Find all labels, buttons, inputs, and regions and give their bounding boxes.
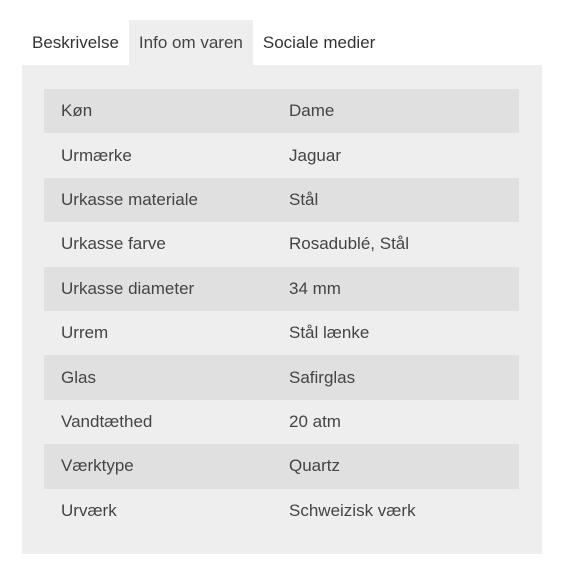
spec-label: Glas bbox=[61, 367, 96, 387]
tab-beskrivelse[interactable]: Beskrivelse bbox=[32, 33, 119, 52]
spec-value: 34 mm bbox=[289, 278, 341, 298]
table-row bbox=[44, 489, 519, 533]
table-row bbox=[44, 89, 519, 133]
spec-label: Urmærke bbox=[61, 145, 132, 165]
spec-label: Urkasse materiale bbox=[61, 189, 198, 209]
spec-value: Dame bbox=[289, 101, 335, 121]
table-row bbox=[44, 222, 519, 266]
tab-bar bbox=[22, 20, 385, 65]
spec-value: Quartz bbox=[289, 456, 341, 476]
table-row bbox=[44, 178, 519, 222]
table-row bbox=[44, 444, 519, 488]
spec-label: Urrem bbox=[61, 323, 109, 343]
spec-value: Schweizisk værk bbox=[289, 500, 416, 520]
spec-label: Køn bbox=[61, 101, 93, 121]
table-row bbox=[44, 311, 519, 355]
tab-sociale-medier[interactable]: Sociale medier bbox=[262, 33, 376, 52]
spec-value: Jaguar bbox=[289, 145, 341, 165]
table-row bbox=[44, 355, 519, 399]
tab-info-om-varen[interactable]: Info om varen bbox=[129, 20, 253, 65]
tab-panel-info bbox=[22, 65, 542, 554]
spec-label: Værktype bbox=[61, 456, 134, 476]
spec-label: Urkasse farve bbox=[61, 234, 166, 254]
table-row bbox=[44, 400, 519, 444]
table-row bbox=[44, 133, 519, 177]
spec-label: Urkasse diameter bbox=[61, 278, 195, 298]
spec-label: Vandtæthed bbox=[61, 411, 153, 431]
spec-label: Urværk bbox=[61, 500, 117, 520]
table-row bbox=[44, 267, 519, 311]
spec-value: Stål bbox=[289, 189, 319, 209]
spec-value: 20 atm bbox=[289, 411, 341, 431]
spec-value: Stål lænke bbox=[289, 323, 370, 343]
spec-table bbox=[44, 89, 519, 533]
spec-value: Rosadublé, Stål bbox=[289, 234, 410, 254]
spec-value: Safirglas bbox=[289, 367, 356, 387]
